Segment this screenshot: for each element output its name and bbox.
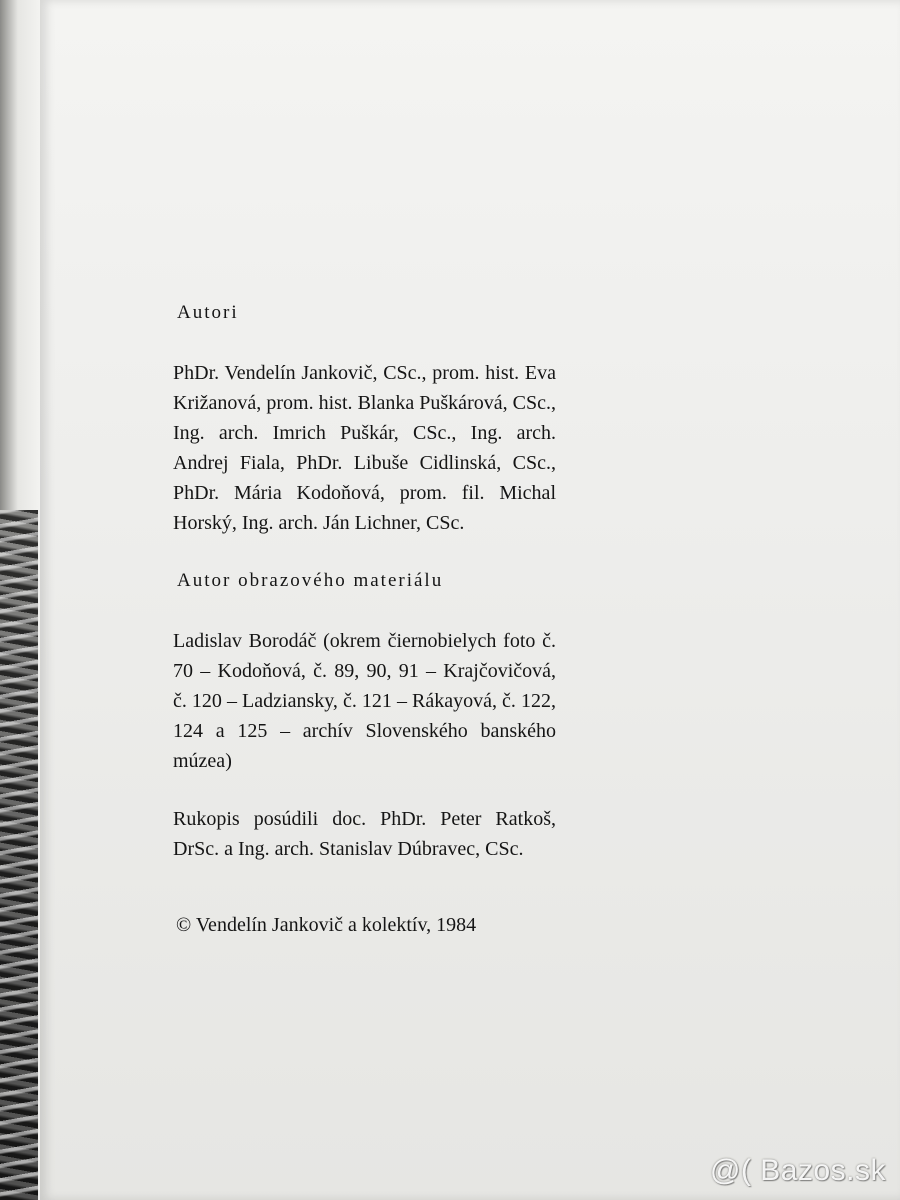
review-paragraph: Rukopis posúdili doc. PhDr. Peter Ratkoš, DrSc. a Ing. arch. Stanislav Dúbravec, CSc.: [173, 808, 556, 860]
imprint-text-block: [173, 298, 556, 940]
images-heading: Autor obrazového materiálu: [177, 570, 444, 591]
images-paragraph: Ladislav Borodáč (okrem čiernobielych foto č. 70 – Kodoňová, č. 89, 90, 91 – Krajčovičová, č. 120 – Ladziansky, č. 121 – Rákayová, č. 122, 124 a 125 – archív Slovenského banského múzea): [173, 630, 556, 772]
copyright-line: © Vendelín Jankovič a kolektív, 1984: [176, 914, 477, 936]
adjacent-page-photo: [0, 510, 38, 1200]
bazos-watermark: @( Bazos.sk: [710, 1154, 886, 1187]
authors-paragraph: PhDr. Vendelín Jankovič, CSc., prom. hist. Eva Križanová, prom. hist. Blanka Puškárová, CSc., Ing. arch. Imrich Puškár, CSc., Ing. arch. Andrej Fiala, PhDr. Libuše Cidlinská, CSc., PhDr. Mária Kodoňová, prom. fil. Michal Horský, Ing. arch. Ján Lichner, CSc.: [173, 362, 556, 534]
authors-heading: Autori: [177, 302, 239, 323]
